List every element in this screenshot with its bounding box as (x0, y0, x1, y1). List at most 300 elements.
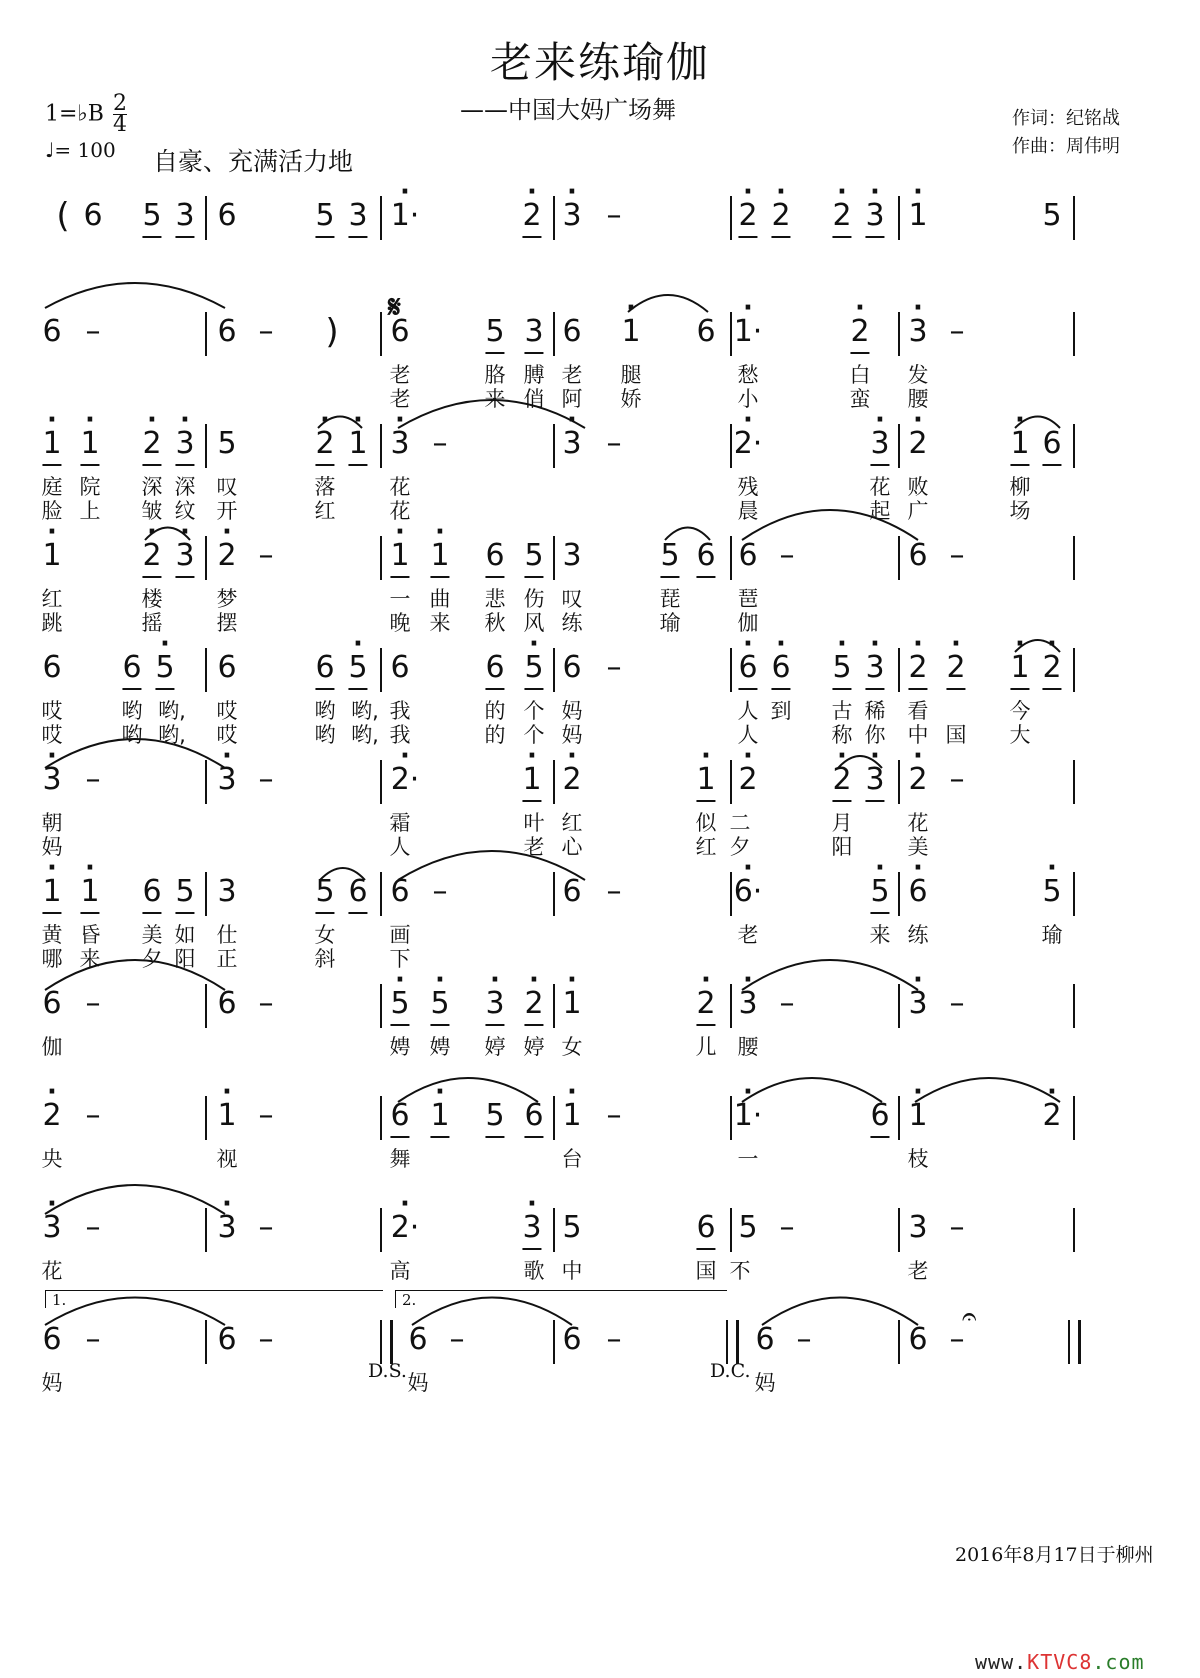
note: · 3 (908, 984, 927, 1024)
lyric-syllable: 婷 (523, 1035, 545, 1059)
lyric-syllable: 楼 (141, 587, 163, 611)
barline (1073, 760, 1075, 804)
note: 6 (562, 874, 582, 909)
note: · 6 (908, 872, 927, 912)
note: 3 (562, 538, 582, 573)
lyric-syllable: 伽 (41, 1035, 63, 1059)
lyric-syllable: 膊 (523, 363, 545, 387)
note: · 1 (390, 536, 409, 578)
note: · 2· (391, 760, 420, 800)
lyric-syllable: 中 (561, 1259, 583, 1283)
lyric-syllable: 人 (389, 835, 411, 859)
lyric-syllable: 落 (314, 475, 336, 499)
lyric-syllable: 心 (561, 835, 583, 859)
lyric-syllable: 枝 (907, 1147, 929, 1171)
note: 5 (485, 312, 504, 354)
lyric-syllable: 叹 (216, 475, 238, 499)
note: 6 (755, 1322, 775, 1357)
dash-extension: – (85, 1098, 101, 1133)
lyric-syllable: 皱 (141, 499, 163, 523)
lyric-syllable: 我 (389, 699, 411, 723)
note: · 2 (142, 424, 161, 466)
barline (380, 424, 382, 468)
composition-date: 2016年8月17日于柳州 (955, 1544, 1154, 1566)
dash-extension: – (85, 1322, 101, 1357)
barline (205, 424, 207, 468)
lyric-syllable: 哟 (121, 723, 143, 747)
lyric-syllable: 晨 (737, 499, 759, 523)
note: 5 (485, 1096, 504, 1138)
notation-line (0, 760, 1200, 808)
note: · 3 (485, 984, 504, 1026)
dash-extension: – (258, 762, 274, 797)
lyric-syllable: 来 (429, 611, 451, 635)
lyric-syllable: 哎 (216, 723, 238, 747)
barline (1073, 648, 1075, 692)
barline (380, 196, 382, 240)
dash-extension: – (779, 986, 795, 1021)
note: · 1 (430, 536, 449, 578)
lyric-syllable: 娉 (389, 1035, 411, 1059)
lyric-syllable: 上 (79, 499, 101, 523)
lyric-syllable: 广 (907, 499, 929, 523)
barline (898, 424, 900, 468)
note: · 1 (1010, 648, 1029, 690)
lyric-syllable: 的 (484, 699, 506, 723)
note: 6 (390, 314, 410, 349)
lyric-syllable: 哟, (351, 723, 379, 747)
time-signature-top: 2 (112, 91, 127, 116)
lyric-syllable: 老 (737, 923, 759, 947)
note: · 5 (870, 872, 889, 914)
lyric-syllable: 人 (737, 723, 759, 747)
lyric-syllable: 场 (1009, 499, 1031, 523)
lyric-syllable: 琶 (737, 587, 759, 611)
barline (1073, 536, 1075, 580)
barline (205, 536, 207, 580)
note: 6 (42, 1322, 62, 1357)
lyric-syllable: 老 (561, 363, 583, 387)
notation-line (0, 648, 1200, 696)
dash-extension: – (258, 986, 274, 1021)
dash-extension: – (606, 874, 622, 909)
lyric-syllable: 娇 (620, 387, 642, 411)
lyric-syllable: 大 (1009, 723, 1031, 747)
lyric-syllable: 开 (216, 499, 238, 523)
lyric-syllable: 老 (907, 1259, 929, 1283)
double-barline (380, 1320, 393, 1364)
lyric-syllable: 昏 (79, 923, 101, 947)
lyric-syllable: 瑜 (659, 611, 681, 635)
lyric-syllable: 娉 (429, 1035, 451, 1059)
note: · 3 (865, 648, 884, 690)
barline (730, 872, 732, 916)
note: · 2 (1042, 1096, 1061, 1136)
barline (380, 984, 382, 1028)
note: · 1· (391, 196, 420, 236)
lyric-syllable: 花 (389, 475, 411, 499)
barline (898, 1096, 900, 1140)
dash-extension: – (258, 1210, 274, 1245)
lyric-syllable: 高 (389, 1259, 411, 1283)
lyric-syllable: 风 (523, 611, 545, 635)
lyric-syllable: 美 (907, 835, 929, 859)
note: 5 (738, 1210, 758, 1245)
note: 6 (562, 314, 582, 349)
note: 6 (83, 198, 103, 233)
barline (553, 1208, 555, 1252)
barline (730, 312, 732, 356)
barline (553, 872, 555, 916)
lyric-syllable: 花 (907, 811, 929, 835)
note: · 2· (391, 1208, 420, 1248)
note: · 1 (217, 1096, 236, 1136)
note: 5 (315, 196, 334, 238)
barline (205, 196, 207, 240)
note: 6 (142, 872, 161, 914)
note: · 1 (80, 424, 99, 466)
dash-extension: – (949, 314, 965, 349)
lyric-syllable: 哟 (314, 699, 336, 723)
lyric-syllable: 哟 (121, 699, 143, 723)
note: 5 (524, 536, 543, 578)
lyric-syllable: 老 (389, 387, 411, 411)
lyric-syllable: 个 (523, 699, 545, 723)
key-signature (45, 91, 127, 137)
barline (205, 312, 207, 356)
lyric-syllable: 古 (831, 699, 853, 723)
barline (553, 760, 555, 804)
lyric-syllable: 霜 (389, 811, 411, 835)
note: · 2 (522, 196, 541, 238)
lyric-syllable: 花 (389, 499, 411, 523)
lyric-syllable: 琵 (659, 587, 681, 611)
note: · 5 (390, 984, 409, 1026)
lyric-syllable: 不 (729, 1259, 751, 1283)
lyric-syllable: 红 (561, 811, 583, 835)
barline (205, 760, 207, 804)
dash-extension: – (432, 874, 448, 909)
lyric-syllable: 老 (389, 363, 411, 387)
lyric-syllable: 纹 (174, 499, 196, 523)
lyric-syllable: 老 (523, 835, 545, 859)
barline (205, 648, 207, 692)
lyric-syllable: 愁 (737, 363, 759, 387)
note: · 1 (348, 424, 367, 466)
lyric-syllable: 红 (314, 499, 336, 523)
barline (730, 760, 732, 804)
lyric-syllable: 摇 (141, 611, 163, 635)
note: 5 (175, 872, 194, 914)
barline (730, 536, 732, 580)
barline (1073, 1208, 1075, 1252)
note: · 3 (217, 1208, 236, 1248)
double-barline (1068, 1320, 1081, 1364)
lyric-syllable: 胳 (484, 363, 506, 387)
note: · 5 (1042, 872, 1061, 912)
note: 6 (408, 1322, 428, 1357)
note: 6 (696, 536, 715, 578)
lyric-syllable: 脸 (41, 499, 63, 523)
barline (1073, 1096, 1075, 1140)
barline (380, 312, 382, 356)
dash-extension: – (606, 1098, 622, 1133)
barline (205, 1320, 207, 1364)
note: 6 (348, 872, 367, 914)
dash-extension: – (85, 986, 101, 1021)
expression-mark: 自豪、充满活力地 (153, 147, 354, 176)
barline (898, 1320, 900, 1364)
dash-extension: – (258, 314, 274, 349)
dash-extension: – (796, 1322, 812, 1357)
lyric-syllable: 人 (737, 699, 759, 723)
time-signature (112, 91, 127, 137)
fermata-sign: 𝄐 (962, 1302, 977, 1332)
dash-extension: – (606, 1322, 622, 1357)
barline (1073, 312, 1075, 356)
note: · 1 (562, 1096, 581, 1136)
note: · 6 (771, 648, 790, 690)
note: · 1 (522, 760, 541, 802)
lyric-syllable: 看 (907, 699, 929, 723)
lyric-syllable: 黄 (41, 923, 63, 947)
note: · 2 (771, 196, 790, 238)
lyric-syllable: 悲 (484, 587, 506, 611)
lyric-syllable: 妈 (754, 1371, 776, 1395)
dash-extension: – (779, 538, 795, 573)
lyric-syllable: 月 (831, 811, 853, 835)
lyric-syllable: 白 (849, 363, 871, 387)
note: 6 (390, 874, 410, 909)
note: · 2 (832, 760, 851, 802)
note: · 1 (42, 872, 61, 914)
lyric-syllable: 仕 (216, 923, 238, 947)
note: · 3 (562, 196, 581, 236)
lyric-syllable: 歌 (523, 1259, 545, 1283)
lyric-syllable: 你 (864, 723, 886, 747)
dash-extension: – (949, 762, 965, 797)
barline (1073, 984, 1075, 1028)
dash-extension: – (258, 1322, 274, 1357)
notation-line (0, 196, 1200, 244)
barline (730, 1096, 732, 1140)
watermark-brand: KTVC8 (1027, 1650, 1093, 1674)
note: · 3 (217, 760, 236, 800)
lyric-syllable: 晚 (389, 611, 411, 635)
key-label: 1=♭B (45, 101, 104, 127)
dash-extension: – (949, 1210, 965, 1245)
note: · 2 (142, 536, 161, 578)
lyric-syllable: 国 (945, 723, 967, 747)
note: · 3 (870, 424, 889, 466)
lyric-syllable: 正 (216, 947, 238, 971)
note: 6 (485, 536, 504, 578)
watermark-suffix: .com (1092, 1650, 1145, 1674)
dash-extension: – (258, 1098, 274, 1133)
lyric-syllable: 称 (831, 723, 853, 747)
note: 6 (1042, 424, 1061, 466)
note: 6 (908, 538, 928, 573)
lyricist-credit: 作词：纪铭战 (1012, 108, 1120, 129)
note: · 2 (524, 984, 543, 1026)
note: · 1 (908, 196, 927, 236)
note: · 1· (734, 312, 763, 352)
barline (898, 872, 900, 916)
note: · 5 (524, 648, 543, 690)
dash-extension: – (85, 1210, 101, 1245)
note: · 2 (946, 648, 965, 690)
note: 3 (348, 196, 367, 238)
lyric-syllable: 哎 (41, 723, 63, 747)
slur (628, 295, 708, 312)
note: 5 (315, 872, 334, 914)
double-barline (726, 1320, 739, 1364)
note: 6 (524, 1096, 543, 1138)
lyric-syllable: 蛮 (849, 387, 871, 411)
note: · 2 (217, 536, 236, 576)
dash-extension: – (606, 650, 622, 685)
barline (553, 648, 555, 692)
note: · 6· (734, 872, 763, 912)
lyric-syllable: 如 (174, 923, 196, 947)
barline (380, 1208, 382, 1252)
lyric-syllable: 腿 (620, 363, 642, 387)
barline (1073, 424, 1075, 468)
note: · 1 (621, 312, 640, 352)
lyric-syllable: 伤 (523, 587, 545, 611)
lyric-syllable: 起 (869, 499, 891, 523)
lyric-syllable: 败 (907, 475, 929, 499)
lyric-syllable: 来 (484, 387, 506, 411)
barline (730, 984, 732, 1028)
note: 3 (175, 196, 194, 238)
ds-marking: D.S. (368, 1360, 407, 1382)
lyric-syllable: 摆 (216, 611, 238, 635)
lyric-syllable: 秋 (484, 611, 506, 635)
note: 6 (908, 1322, 928, 1357)
note: · 2 (315, 424, 334, 466)
lyric-syllable: 腰 (737, 1035, 759, 1059)
note: 6 (696, 314, 716, 349)
lyric-syllable: 来 (869, 923, 891, 947)
dash-extension: – (432, 426, 448, 461)
barline (898, 760, 900, 804)
lyric-syllable: 深 (141, 475, 163, 499)
song-subtitle: ——中国大妈广场舞 (460, 96, 676, 124)
barline (380, 536, 382, 580)
notation-line (0, 1320, 1200, 1368)
lyric-syllable: 叹 (561, 587, 583, 611)
barline (205, 1208, 207, 1252)
dash-extension: – (949, 538, 965, 573)
barline (205, 872, 207, 916)
barline (730, 424, 732, 468)
dash-extension: – (779, 1210, 795, 1245)
note: 6 (42, 986, 62, 1021)
lyric-syllable: 台 (561, 1147, 583, 1171)
note: 6 (738, 538, 758, 573)
lyric-syllable: 来 (79, 947, 101, 971)
note: 6 (485, 648, 504, 690)
barline (553, 312, 555, 356)
lyric-syllable: 的 (484, 723, 506, 747)
repeat-parenthesis: ( (56, 196, 70, 236)
lyric-syllable: 到 (770, 699, 792, 723)
lyric-syllable: 红 (41, 587, 63, 611)
lyric-syllable: 残 (737, 475, 759, 499)
note: · 2 (1042, 648, 1061, 690)
barline (380, 648, 382, 692)
segno-sign: 𝄋 (388, 290, 401, 325)
lyric-syllable: 美 (141, 923, 163, 947)
lyric-syllable: 稀 (864, 699, 886, 723)
note: · 3 (562, 424, 581, 464)
note: 6 (217, 1322, 237, 1357)
barline (205, 1096, 207, 1140)
lyric-syllable: 视 (216, 1147, 238, 1171)
lyric-syllable: 哪 (41, 947, 63, 971)
note: · 3 (738, 984, 757, 1024)
barline (898, 536, 900, 580)
note: · 2 (42, 1096, 61, 1136)
note: · 2 (738, 196, 757, 238)
notation-line (0, 1096, 1200, 1144)
note: 3 (524, 312, 543, 354)
lyric-syllable: 红 (695, 835, 717, 859)
note: · 2 (696, 984, 715, 1026)
barline (205, 984, 207, 1028)
watermark-prefix: www. (975, 1650, 1028, 1674)
note: · 2 (738, 760, 757, 800)
lyric-syllable: 国 (695, 1259, 717, 1283)
lyric-syllable: 妈 (561, 723, 583, 747)
lyric-syllable: 庭 (41, 475, 63, 499)
lyric-syllable: 夕 (729, 835, 751, 859)
lyric-syllable: 伽 (737, 611, 759, 635)
notation-line (0, 1208, 1200, 1256)
lyric-syllable: 二 (729, 811, 751, 835)
note: · 5 (348, 648, 367, 690)
note: · 1 (1010, 424, 1029, 466)
note: · 1 (42, 424, 61, 466)
note: 6 (562, 1322, 582, 1357)
site-watermark (975, 1650, 1145, 1674)
lyric-syllable: 练 (907, 923, 929, 947)
note: · 2 (908, 424, 927, 464)
lyric-syllable: 哟 (314, 723, 336, 747)
note: · 3 (390, 424, 409, 464)
lyric-syllable: 练 (561, 611, 583, 635)
lyric-syllable: 柳 (1009, 475, 1031, 499)
note: · 3 (175, 424, 194, 466)
lyric-syllable: 哟, (351, 699, 379, 723)
tempo-mark: ♩= 100 (45, 138, 116, 162)
note: · 1 (430, 1096, 449, 1138)
dash-extension: – (606, 198, 622, 233)
song-title: 老来练瑜伽 (489, 38, 710, 87)
note: 5 (1042, 198, 1062, 233)
dc-marking: D.C. (710, 1360, 751, 1382)
lyric-syllable: 我 (389, 723, 411, 747)
lyric-syllable: 发 (907, 363, 929, 387)
lyric-syllable: 叶 (523, 811, 545, 835)
lyric-syllable: 朝 (41, 811, 63, 835)
lyric-syllable: 婷 (484, 1035, 506, 1059)
note: 6 (562, 650, 582, 685)
barline (553, 1320, 555, 1364)
note: · 3 (865, 196, 884, 238)
note: 6 (390, 650, 410, 685)
